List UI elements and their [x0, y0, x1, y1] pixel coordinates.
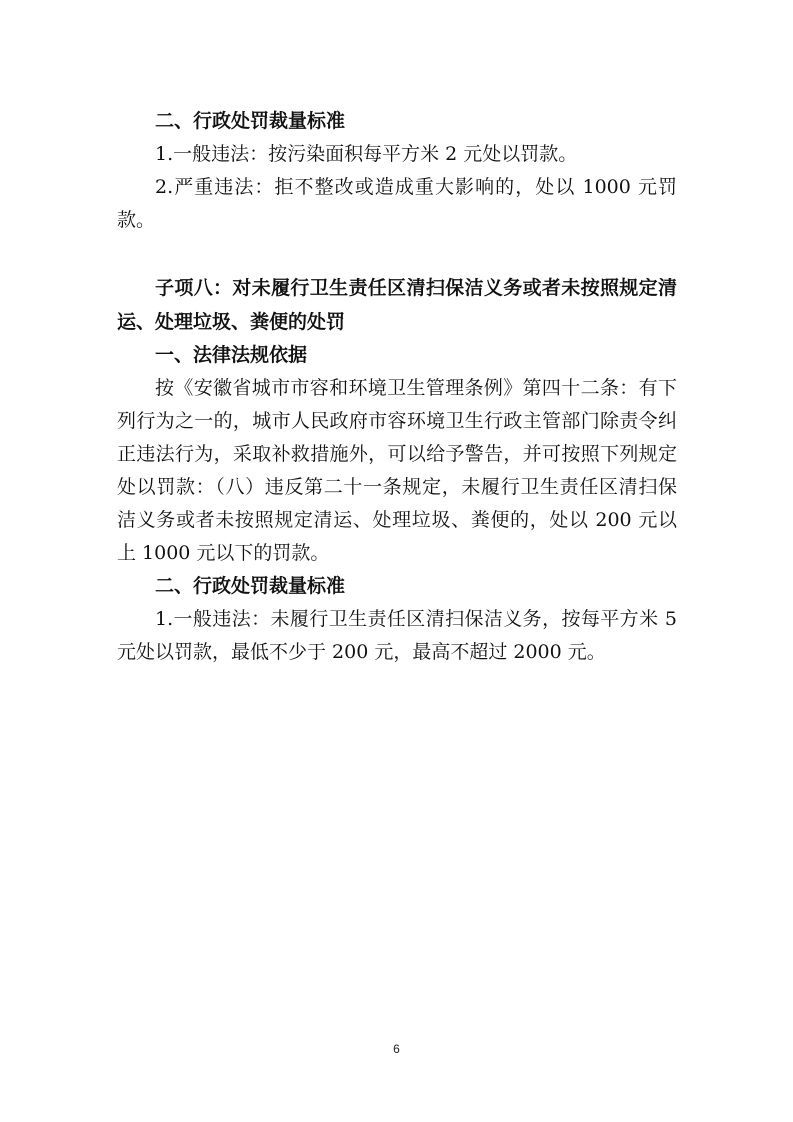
section-spacer: [117, 237, 677, 271]
section-heading-penalty-standard-2: 二、行政处罚裁量标准: [155, 575, 346, 597]
standard-item-general-2: 1.一般违法：未履行卫生责任区清扫保洁义务，按每平方米 5 元处以罚款，最低不少于 200 元，最高不超过 2000 元。: [117, 608, 677, 663]
section-heading-penalty-standard: 二、行政处罚裁量标准: [155, 110, 346, 132]
page-number: 6: [393, 1042, 400, 1056]
standard-item-serious: 2.严重违法：拒不整改或造成重大影响的，处以 1000 元罚款。: [117, 176, 677, 231]
legal-basis-text: 按《安徽省城市市容和环境卫生管理条例》第四十二条：有下列行为之一的，城市人民政府市容环境卫生行政主管部门除责令纠正违法行为，采取补救措施外，可以给予警告，并可按照下列规定处以罚款：（八）违反第二十一条规定，未履行卫生责任区清扫保洁义务或者未按照规定清运、处理垃圾、粪便的，处以 200 元以上 1000 元以下的罚款。: [117, 377, 677, 564]
section-heading-legal-basis: 一、法律法规依据: [155, 344, 308, 366]
subitem-title: 子项八：对未履行卫生责任区清扫保洁义务或者未按照规定清运、处理垃圾、粪便的处罚: [117, 277, 677, 333]
document-body: [117, 105, 677, 669]
standard-item-general: 1.一般违法：按污染面积每平方米 2 元处以罚款。: [155, 143, 578, 165]
